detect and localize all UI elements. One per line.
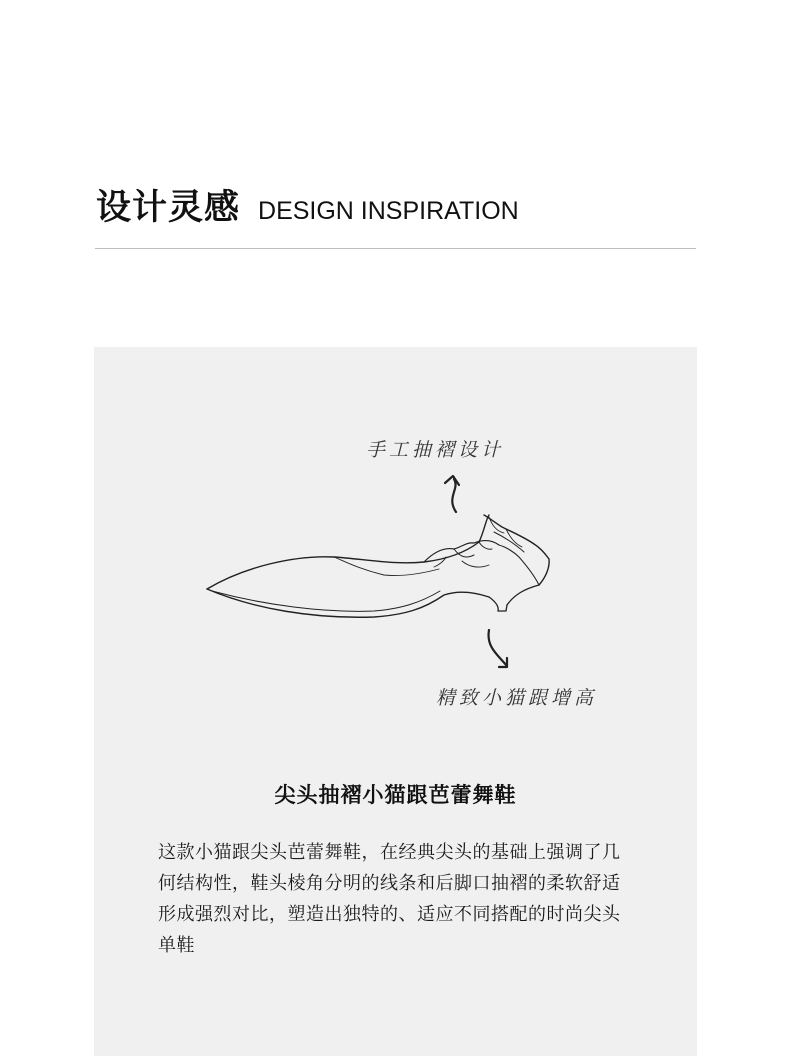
inspiration-panel [94, 347, 697, 1056]
header-divider [95, 248, 696, 249]
shoe-sketch-illustration [94, 347, 697, 747]
arrow-up-icon [452, 479, 456, 512]
arrow-down-icon [489, 630, 506, 665]
product-title: 尖头抽褶小猫跟芭蕾舞鞋 [274, 783, 517, 807]
annotation-kitten-heel: 精致小猫跟增高 [436, 687, 598, 709]
section-title-en: DESIGN INSPIRATION [258, 197, 519, 225]
product-description: 这款小猫跟尖头芭蕾舞鞋，在经典尖头的基础上强调了几何结构性，鞋头棱角分明的线条和后脚口抽褶的柔软舒适形成强烈对比，塑造出独特的、适应不同搭配的时尚尖头单鞋 [158, 842, 621, 956]
annotation-handmade-ruching: 手工抽褶设计 [366, 439, 505, 461]
section-title-cn: 设计灵感 [96, 188, 241, 228]
section-header [96, 180, 519, 230]
shoe-sketch [94, 347, 697, 747]
